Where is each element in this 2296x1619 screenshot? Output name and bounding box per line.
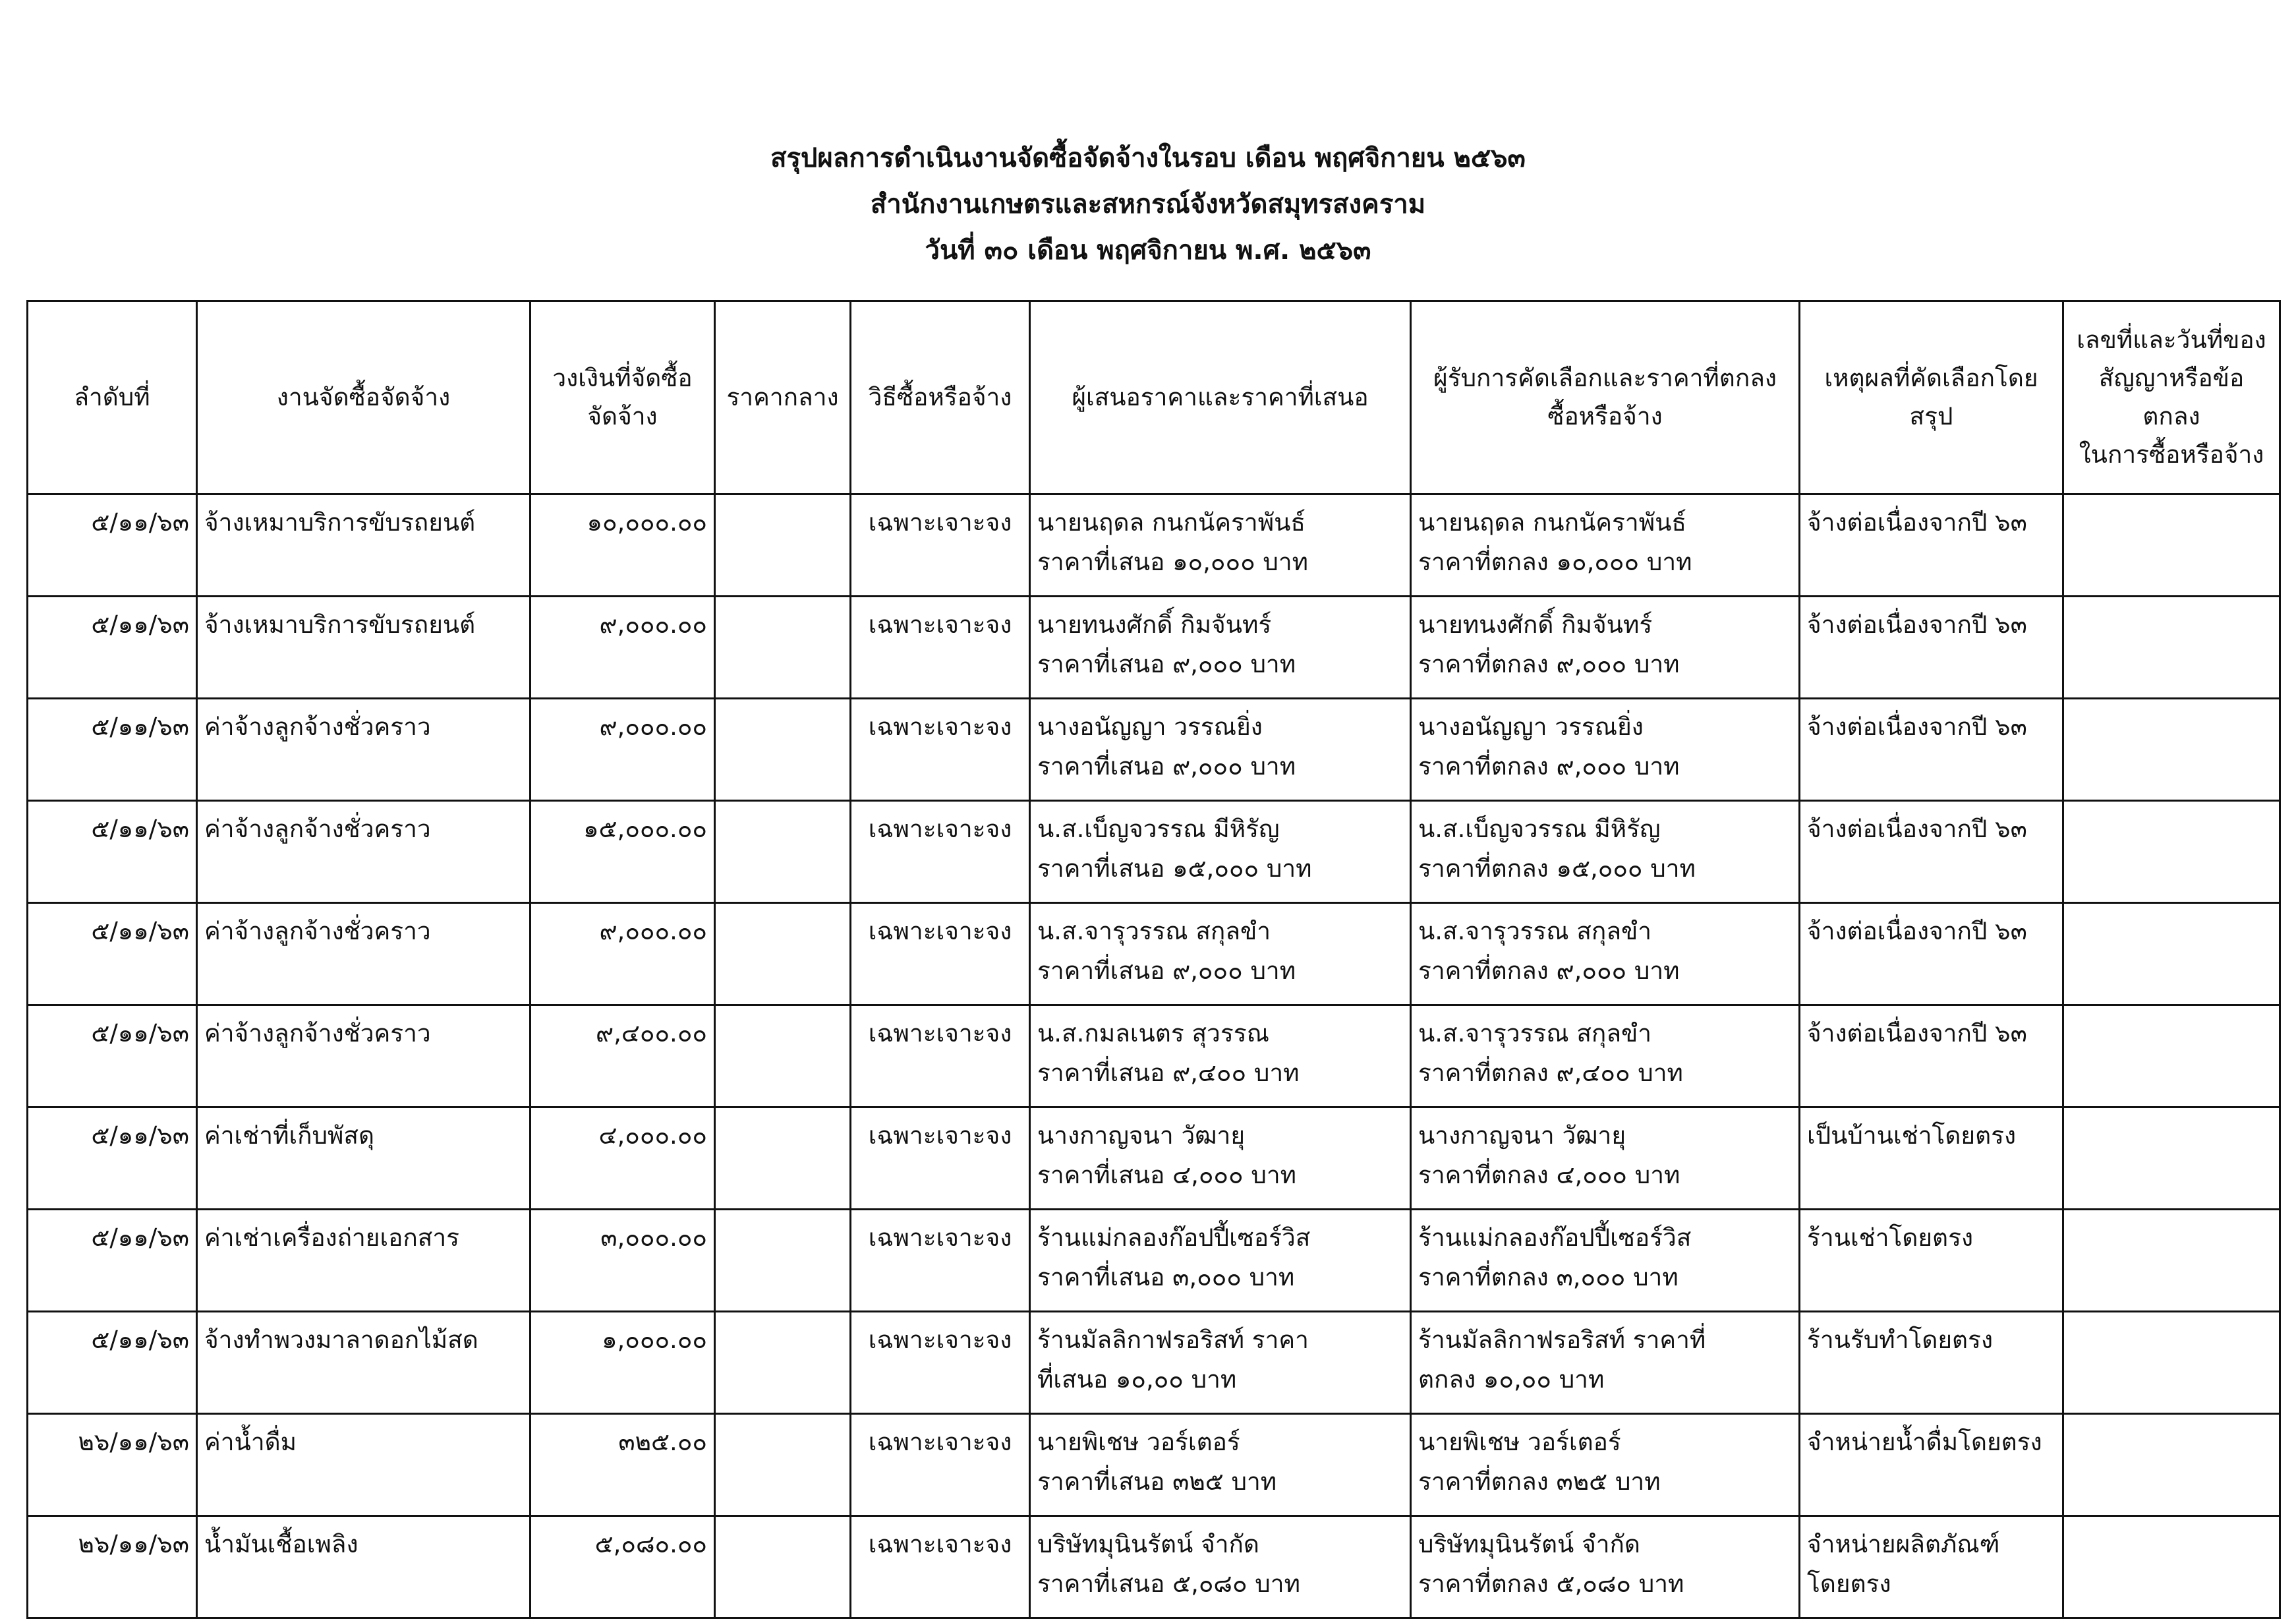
method-cell [851, 1312, 1030, 1414]
median-price-cell [715, 1107, 851, 1210]
table-row [28, 903, 2280, 1005]
selection-reason-cell-line: จ้างต่อเนื่องจากปี ๖๓ [1807, 917, 2027, 945]
bidder-cell-line: น.ส.จารุวรรณ สกุลขำ [1037, 917, 1271, 945]
method-cell [851, 903, 1030, 1005]
contract-cell [2063, 1312, 2280, 1414]
contract-cell [2063, 801, 2280, 903]
bidder-cell-line: น.ส.เบ็ญจวรรณ มีหิรัญ [1037, 815, 1280, 843]
bidder-cell [1030, 597, 1411, 699]
selected-vendor-cell-line: ราคาที่ตกลง ๑๕,๐๐๐ บาท [1418, 854, 1696, 883]
method-cell [851, 699, 1030, 801]
selection-reason-cell-line: โดยตรง [1807, 1570, 1891, 1598]
method-cell-text: เฉพาะเจาะจง [868, 1223, 1012, 1252]
procurement-item-cell [197, 1516, 531, 1618]
sequence-cell [28, 903, 197, 1005]
selected-vendor-cell [1411, 1210, 1800, 1312]
median-price-cell [715, 494, 851, 597]
selected-vendor-cell-line: ราคาที่ตกลง ๓,๐๐๐ บาท [1418, 1263, 1679, 1291]
sequence-cell [28, 494, 197, 597]
contract-cell [2063, 494, 2280, 597]
selected-vendor-cell-line: ราคาที่ตกลง ๑๐,๐๐๐ บาท [1418, 548, 1692, 576]
sequence-cell-text: ๕/๑๑/๖๓ [91, 1326, 189, 1354]
bidder-cell [1030, 1516, 1411, 1618]
selection-reason-cell-line: จ้างต่อเนื่องจากปี ๖๓ [1807, 1019, 2027, 1047]
sequence-cell-text: ๕/๑๑/๖๓ [91, 508, 189, 537]
selection-reason-cell [1800, 597, 2063, 699]
method-cell-text: เฉพาะเจาะจง [868, 917, 1012, 945]
selected-vendor-cell [1411, 1107, 1800, 1210]
contract-cell [2063, 597, 2280, 699]
selection-reason-cell-line: จำหน่ายน้ำดื่มโดยตรง [1807, 1428, 2042, 1456]
sequence-cell-text: ๕/๑๑/๖๓ [91, 1223, 189, 1252]
procurement-item-cell [197, 494, 531, 597]
selection-reason-cell [1800, 1414, 2063, 1516]
procurement-item-cell [197, 1312, 531, 1414]
selected-vendor-cell-line: บริษัทมุนินรัตน์ จำกัด [1418, 1530, 1640, 1558]
procurement-item-cell-text: ค่าจ้างลูกจ้างชั่วคราว [204, 713, 431, 741]
selected-vendor-cell-line: ราคาที่ตกลง ๓๒๕ บาท [1418, 1467, 1661, 1496]
selection-reason-cell-line: จ้างต่อเนื่องจากปี ๖๓ [1807, 815, 2027, 843]
method-cell-text: เฉพาะเจาะจง [868, 1530, 1012, 1558]
procurement-item-cell-text: ค่าจ้างลูกจ้างชั่วคราว [204, 815, 431, 843]
median-price-cell [715, 1516, 851, 1618]
method-cell [851, 494, 1030, 597]
procurement-item-cell [197, 1414, 531, 1516]
bidder-cell-line: ที่เสนอ ๑๐,๐๐ บาท [1037, 1365, 1237, 1394]
budget-cell-text: ๓๒๕.๐๐ [618, 1428, 707, 1456]
table-row [28, 1210, 2280, 1312]
table-row [28, 1107, 2280, 1210]
sequence-cell-text: ๒๖/๑๑/๖๓ [78, 1530, 189, 1558]
bidder-cell [1030, 1312, 1411, 1414]
procurement-item-cell [197, 903, 531, 1005]
sequence-cell-text: ๕/๑๑/๖๓ [91, 1019, 189, 1047]
header-label-line: ลำดับที่ [74, 383, 150, 411]
selection-reason-cell [1800, 1210, 2063, 1312]
selection-reason-cell-line: จ้างต่อเนื่องจากปี ๖๓ [1807, 610, 2027, 639]
method-cell [851, 801, 1030, 903]
sequence-cell-text: ๕/๑๑/๖๓ [91, 713, 189, 741]
bidder-cell-line: ราคาที่เสนอ ๙,๐๐๐ บาท [1037, 957, 1296, 985]
sequence-cell-text: ๕/๑๑/๖๓ [91, 917, 189, 945]
report-date: วันที่ ๓๐ เดือน พฤศจิกายน พ.ศ. ๒๕๖๓ [925, 235, 1371, 266]
method-cell-text: เฉพาะเจาะจง [868, 1019, 1012, 1047]
method-cell-text: เฉพาะเจาะจง [868, 508, 1012, 537]
procurement-item-cell-text: ค่าน้ำดื่ม [204, 1428, 297, 1456]
selected-vendor-cell-line: ราคาที่ตกลง ๙,๐๐๐ บาท [1418, 752, 1680, 780]
procurement-item-cell [197, 699, 531, 801]
selection-reason-cell [1800, 801, 2063, 903]
selected-vendor-cell-line: ราคาที่ตกลง ๔,๐๐๐ บาท [1418, 1161, 1680, 1189]
selected-vendor-cell-line: น.ส.จารุวรรณ สกุลขำ [1418, 917, 1652, 945]
selection-reason-cell [1800, 903, 2063, 1005]
bidder-cell-line: นางอนัญญา วรรณยิ่ง [1037, 713, 1263, 741]
budget-cell-text: ๓,๐๐๐.๐๐ [600, 1223, 707, 1252]
contract-cell [2063, 1107, 2280, 1210]
budget-cell [531, 699, 715, 801]
procurement-item-cell [197, 597, 531, 699]
method-cell [851, 597, 1030, 699]
selection-reason-cell [1800, 1516, 2063, 1618]
table-row [28, 1516, 2280, 1618]
bidder-cell [1030, 1210, 1411, 1312]
budget-cell-text: ๑๐,๐๐๐.๐๐ [587, 508, 707, 537]
document-heading [0, 135, 2296, 274]
header-median-price [715, 301, 851, 494]
bidder-cell-line: ราคาที่เสนอ ๙,๐๐๐ บาท [1037, 650, 1296, 678]
selected-vendor-cell-line: นายทนงศักดิ์ กิมจันทร์ [1418, 610, 1653, 639]
table-row [28, 1414, 2280, 1516]
method-cell-text: เฉพาะเจาะจง [868, 1121, 1012, 1150]
budget-cell-text: ๑,๐๐๐.๐๐ [602, 1326, 707, 1354]
median-price-cell [715, 1210, 851, 1312]
method-cell-text: เฉพาะเจาะจง [868, 1428, 1012, 1456]
budget-cell [531, 1312, 715, 1414]
method-cell [851, 1210, 1030, 1312]
budget-cell [531, 903, 715, 1005]
sequence-cell [28, 1414, 197, 1516]
bidder-cell-line: ราคาที่เสนอ ๙,๔๐๐ บาท [1037, 1059, 1300, 1087]
bidder-cell-line: ราคาที่เสนอ ๓,๐๐๐ บาท [1037, 1263, 1295, 1291]
bidder-cell [1030, 1107, 1411, 1210]
selected-vendor-cell-line: น.ส.จารุวรรณ สกุลขำ [1418, 1019, 1652, 1047]
header-contract [2063, 301, 2280, 494]
procurement-item-cell-text: น้ำมันเชื้อเพลิง [204, 1530, 359, 1558]
selected-vendor-cell [1411, 903, 1800, 1005]
sequence-cell-text: ๕/๑๑/๖๓ [91, 1121, 189, 1150]
procurement-item-cell [197, 1107, 531, 1210]
median-price-cell [715, 699, 851, 801]
bidder-cell-line: ราคาที่เสนอ ๑๐,๐๐๐ บาท [1037, 548, 1309, 576]
bidder-cell-line: นายนฤดล กนกนัคราพันธ์ [1037, 508, 1306, 537]
header-method [851, 301, 1030, 494]
header-label-line: ราคากลาง [726, 383, 839, 411]
selected-vendor-cell [1411, 699, 1800, 801]
selection-reason-cell [1800, 699, 2063, 801]
selected-vendor-cell-line: ราคาที่ตกลง ๙,๐๐๐ บาท [1418, 957, 1680, 985]
selected-vendor-cell-line: ราคาที่ตกลง ๕,๐๘๐ บาท [1418, 1570, 1684, 1598]
sequence-cell [28, 699, 197, 801]
bidder-cell-line: นางกาญจนา วัฒายุ [1037, 1121, 1246, 1150]
sequence-cell [28, 1210, 197, 1312]
median-price-cell [715, 1414, 851, 1516]
bidder-cell [1030, 494, 1411, 597]
header-label-line: จัดจ้าง [587, 402, 658, 430]
sequence-cell-text: ๒๖/๑๑/๖๓ [78, 1428, 189, 1456]
selected-vendor-cell-line: นางอนัญญา วรรณยิ่ง [1418, 713, 1644, 741]
budget-cell [531, 1210, 715, 1312]
sequence-cell-text: ๕/๑๑/๖๓ [91, 610, 189, 639]
contract-cell [2063, 1210, 2280, 1312]
bidder-cell-line: ร้านแม่กลองก๊อปปี้เซอร์วิส [1037, 1223, 1311, 1252]
selection-reason-cell [1800, 1312, 2063, 1414]
bidder-cell [1030, 801, 1411, 903]
procurement-item-cell [197, 1210, 531, 1312]
selected-vendor-cell-line: น.ส.เบ็ญจวรรณ มีหิรัญ [1418, 815, 1661, 843]
bidder-cell-line: ราคาที่เสนอ ๔,๐๐๐ บาท [1037, 1161, 1296, 1189]
header-label-line: งานจัดซื้อจัดจ้าง [276, 383, 451, 411]
procurement-item-cell-text: ค่าจ้างลูกจ้างชั่วคราว [204, 917, 431, 945]
contract-cell [2063, 699, 2280, 801]
selected-vendor-cell-line: นางกาญจนา วัฒายุ [1418, 1121, 1626, 1150]
selected-vendor-cell [1411, 1414, 1800, 1516]
sequence-cell [28, 1005, 197, 1107]
report-title: สรุปผลการดำเนินงานจัดซื้อจัดจ้างในรอบ เดือน พฤศจิกายน ๒๕๖๓ [770, 143, 1526, 173]
procurement-item-cell-text: จ้างทำพวงมาลาดอกไม้สด [204, 1326, 478, 1354]
budget-cell [531, 1107, 715, 1210]
header-label-line: เลขที่และวันที่ของ [2077, 326, 2266, 354]
header-label-line: สัญญาหรือข้อตกลง [2098, 364, 2245, 430]
office-name: สำนักงานเกษตรและสหกรณ์จังหวัดสมุทรสงคราม [870, 189, 1426, 220]
median-price-cell [715, 1005, 851, 1107]
table-row [28, 1312, 2280, 1414]
selected-vendor-cell [1411, 597, 1800, 699]
selection-reason-cell-line: จ้างต่อเนื่องจากปี ๖๓ [1807, 508, 2027, 537]
selection-reason-cell [1800, 494, 2063, 597]
sequence-cell [28, 1312, 197, 1414]
budget-cell [531, 1414, 715, 1516]
selected-vendor-cell-line: ตกลง ๑๐,๐๐ บาท [1418, 1365, 1605, 1394]
bidder-cell-line: บริษัทมุนินรัตน์ จำกัด [1037, 1530, 1259, 1558]
table-body [28, 494, 2280, 1618]
selected-vendor-cell [1411, 801, 1800, 903]
table-row [28, 494, 2280, 597]
procurement-item-cell-text: ค่าจ้างลูกจ้างชั่วคราว [204, 1019, 431, 1047]
method-cell [851, 1107, 1030, 1210]
budget-cell-text: ๕,๐๘๐.๐๐ [594, 1530, 707, 1558]
method-cell [851, 1516, 1030, 1618]
header-label-line: ผู้รับการคัดเลือกและราคาที่ตกลง [1433, 364, 1777, 392]
budget-cell-text: ๙,๐๐๐.๐๐ [599, 713, 707, 741]
selected-vendor-cell-line: นายนฤดล กนกนัคราพันธ์ [1418, 508, 1686, 537]
selected-vendor-cell [1411, 1005, 1800, 1107]
selected-vendor-cell-line: ราคาที่ตกลง ๙,๔๐๐ บาท [1418, 1059, 1683, 1087]
bidder-cell [1030, 1414, 1411, 1516]
median-price-cell [715, 597, 851, 699]
bidder-cell-line: ราคาที่เสนอ ๓๒๕ บาท [1037, 1467, 1277, 1496]
bidder-cell-line: ราคาที่เสนอ ๕,๐๘๐ บาท [1037, 1570, 1300, 1598]
bidder-cell [1030, 699, 1411, 801]
selected-vendor-cell [1411, 1516, 1800, 1618]
method-cell-text: เฉพาะเจาะจง [868, 815, 1012, 843]
header-label-line: เหตุผลที่คัดเลือกโดย [1824, 364, 2038, 392]
budget-cell-text: ๙,๐๐๐.๐๐ [599, 610, 707, 639]
bidder-cell [1030, 903, 1411, 1005]
method-cell-text: เฉพาะเจาะจง [868, 713, 1012, 741]
table-header-row [28, 301, 2280, 494]
budget-cell [531, 801, 715, 903]
selection-reason-cell-line: จ้างต่อเนื่องจากปี ๖๓ [1807, 713, 2027, 741]
procurement-item-cell [197, 1005, 531, 1107]
selection-reason-cell-line: จำหน่ายผลิตภัณฑ์ [1807, 1530, 2000, 1558]
method-cell-text: เฉพาะเจาะจง [868, 610, 1012, 639]
budget-cell [531, 494, 715, 597]
header-selection-reason [1800, 301, 2063, 494]
procurement-item-cell-text: ค่าเช่าเครื่องถ่ายเอกสาร [204, 1223, 459, 1252]
procurement-item-cell-text: จ้างเหมาบริการขับรถยนต์ [204, 508, 476, 537]
selection-reason-cell-line: ร้านรับทำโดยตรง [1807, 1326, 1994, 1354]
sequence-cell [28, 1516, 197, 1618]
contract-cell [2063, 903, 2280, 1005]
sequence-cell [28, 1107, 197, 1210]
header-label-line: สรุป [1909, 402, 1953, 430]
header-label-line: ในการซื้อหรือจ้าง [2079, 440, 2264, 469]
budget-cell [531, 1516, 715, 1618]
selected-vendor-cell-line: นายพิเชษ วอร์เตอร์ [1418, 1428, 1621, 1456]
contract-cell [2063, 1516, 2280, 1618]
table-row [28, 597, 2280, 699]
header-label-line: ผู้เสนอราคาและราคาที่เสนอ [1072, 383, 1369, 411]
median-price-cell [715, 903, 851, 1005]
header-selected-vendor [1411, 301, 1800, 494]
selected-vendor-cell-line: ราคาที่ตกลง ๙,๐๐๐ บาท [1418, 650, 1680, 678]
budget-cell-text: ๑๕,๐๐๐.๐๐ [583, 815, 707, 843]
method-cell [851, 1414, 1030, 1516]
header-procurement-item [197, 301, 531, 494]
sequence-cell-text: ๕/๑๑/๖๓ [91, 815, 189, 843]
header-label-line: วงเงินที่จัดซื้อ [552, 364, 693, 392]
budget-cell-text: ๔,๐๐๐.๐๐ [598, 1121, 707, 1150]
contract-cell [2063, 1005, 2280, 1107]
median-price-cell [715, 1312, 851, 1414]
budget-cell-text: ๙,๔๐๐.๐๐ [596, 1019, 707, 1047]
header-label-line: ซื้อหรือจ้าง [1547, 402, 1663, 430]
bidder-cell-line: ราคาที่เสนอ ๑๕,๐๐๐ บาท [1037, 854, 1312, 883]
header-budget [531, 301, 715, 494]
bidder-cell-line: น.ส.กมลเนตร สุวรรณ [1037, 1019, 1269, 1047]
header-sequence [28, 301, 197, 494]
procurement-table [26, 300, 2281, 1619]
budget-cell-text: ๙,๐๐๐.๐๐ [599, 917, 707, 945]
contract-cell [2063, 1414, 2280, 1516]
header-bidders [1030, 301, 1411, 494]
procurement-item-cell [197, 801, 531, 903]
selection-reason-cell-line: เป็นบ้านเช่าโดยตรง [1807, 1121, 2017, 1150]
table-row [28, 699, 2280, 801]
bidder-cell-line: นายพิเชษ วอร์เตอร์ [1037, 1428, 1240, 1456]
sequence-cell [28, 801, 197, 903]
selected-vendor-cell-line: ร้านมัลลิกาฟรอริสท์ ราคาที่ [1418, 1326, 1706, 1354]
sequence-cell [28, 597, 197, 699]
bidder-cell [1030, 1005, 1411, 1107]
header-label-line: วิธีซื้อหรือจ้าง [868, 383, 1012, 411]
budget-cell [531, 597, 715, 699]
selected-vendor-cell [1411, 494, 1800, 597]
table-row [28, 801, 2280, 903]
bidder-cell-line: ราคาที่เสนอ ๙,๐๐๐ บาท [1037, 752, 1296, 780]
bidder-cell-line: นายทนงศักดิ์ กิมจันทร์ [1037, 610, 1272, 639]
method-cell [851, 1005, 1030, 1107]
selection-reason-cell [1800, 1005, 2063, 1107]
selected-vendor-cell [1411, 1312, 1800, 1414]
selection-reason-cell [1800, 1107, 2063, 1210]
procurement-item-cell-text: ค่าเช่าที่เก็บพัสดุ [204, 1121, 374, 1150]
selection-reason-cell-line: ร้านเช่าโดยตรง [1807, 1223, 1974, 1252]
budget-cell [531, 1005, 715, 1107]
method-cell-text: เฉพาะเจาะจง [868, 1326, 1012, 1354]
table-row [28, 1005, 2280, 1107]
median-price-cell [715, 801, 851, 903]
procurement-item-cell-text: จ้างเหมาบริการขับรถยนต์ [204, 610, 476, 639]
selected-vendor-cell-line: ร้านแม่กลองก๊อปปี้เซอร์วิส [1418, 1223, 1692, 1252]
bidder-cell-line: ร้านมัลลิกาฟรอริสท์ ราคา [1037, 1326, 1309, 1354]
